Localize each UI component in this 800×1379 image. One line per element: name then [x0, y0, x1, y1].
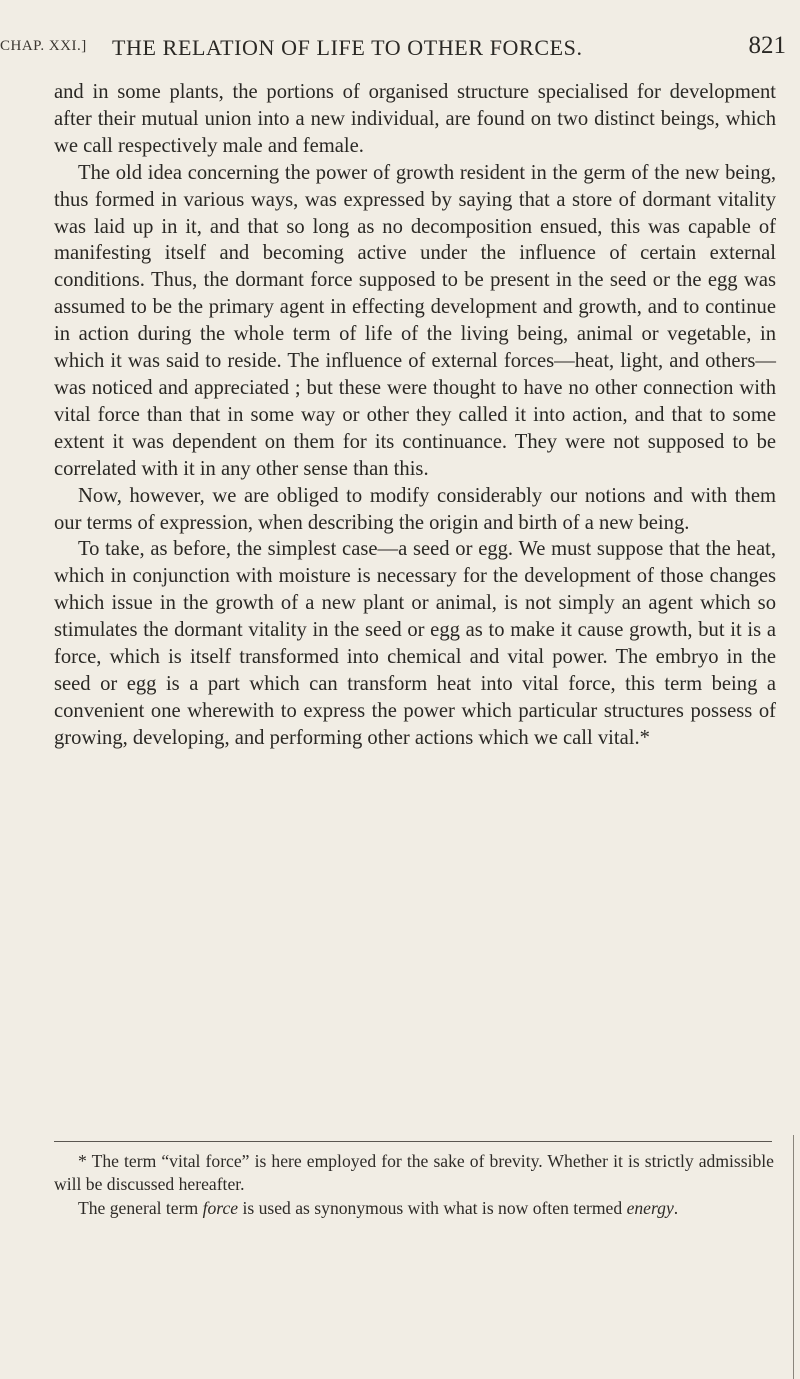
paragraph-4: To take, as before, the simplest case—a seed or egg. We must suppose that the heat, which in conjunction with moisture is necessary for the development of those changes which issue in the growth of a new plant or animal, is not simply an agent which so stimulates the dormant vitality in the seed or egg as to make it cause growth, but it is a force, which is itself transformed into chemical and vital power. The embryo in the seed or egg is a part which can transform heat into vital force, this term being a convenient one wherewith to express the power which particular structures possess of growing, developing, and performing other actions which we call vital.* [54, 538, 776, 749]
paragraph-2: The old idea concerning the power of growth resident in the germ of the new being, thus formed in various ways, was expressed by saying that a store of dormant vitality was laid up in it, and that so long as no decomposition ensued, this was capable of manifesting itself and becoming active under the influence of certain external conditions. Thus, the dormant force supposed to be present in the seed or the egg was assumed to be the primary agent in effecting development and growth, and to continue in action during the whole term of life of the living being, animal or vegetable, in which it was said to reside. The influence of external forces—heat, light, and others—was noticed and appreciated ; but these were thought to have no other connection with vital force than that in some way or other they called it into action, and that to some extent it was dependent on them for its continuance. They were not supposed to be correlated with it in any other sense than this. [54, 161, 776, 480]
footnote-divider [54, 1141, 772, 1142]
footnote-term-force: force [202, 1197, 239, 1218]
footnote-period: . [673, 1197, 679, 1218]
footnote-text-b: is used as synonymous with what is now often termed [238, 1197, 627, 1218]
footnote-line-1: * The term “vital force” is here employed for the sake of brevity. Whether it is strictly admissible will be discussed hereafter. [54, 1151, 774, 1195]
body-text [54, 79, 776, 752]
scan-margin-edge [793, 1135, 795, 1379]
running-header [0, 22, 800, 62]
paragraph-1: and in some plants, the portions of organised structure specialised for development after their mutual union into a new individual, are found on two distinct beings, which we call respectively male and female. [54, 81, 776, 157]
page-number: 821 [748, 32, 786, 59]
footnote-line-2 [54, 1197, 774, 1220]
chapter-label: CHAP. XXI.] [0, 38, 87, 54]
paragraph-3: Now, however, we are obliged to modify considerably our notions and with them our terms of expression, when describing the origin and birth of a new being. [54, 484, 776, 534]
footnote-term-energy: energy [626, 1197, 674, 1218]
footnote [54, 1150, 774, 1220]
footnote-text-a: The general term [78, 1197, 203, 1218]
running-title: THE RELATION OF LIFE TO OTHER FORCES. [112, 35, 583, 60]
